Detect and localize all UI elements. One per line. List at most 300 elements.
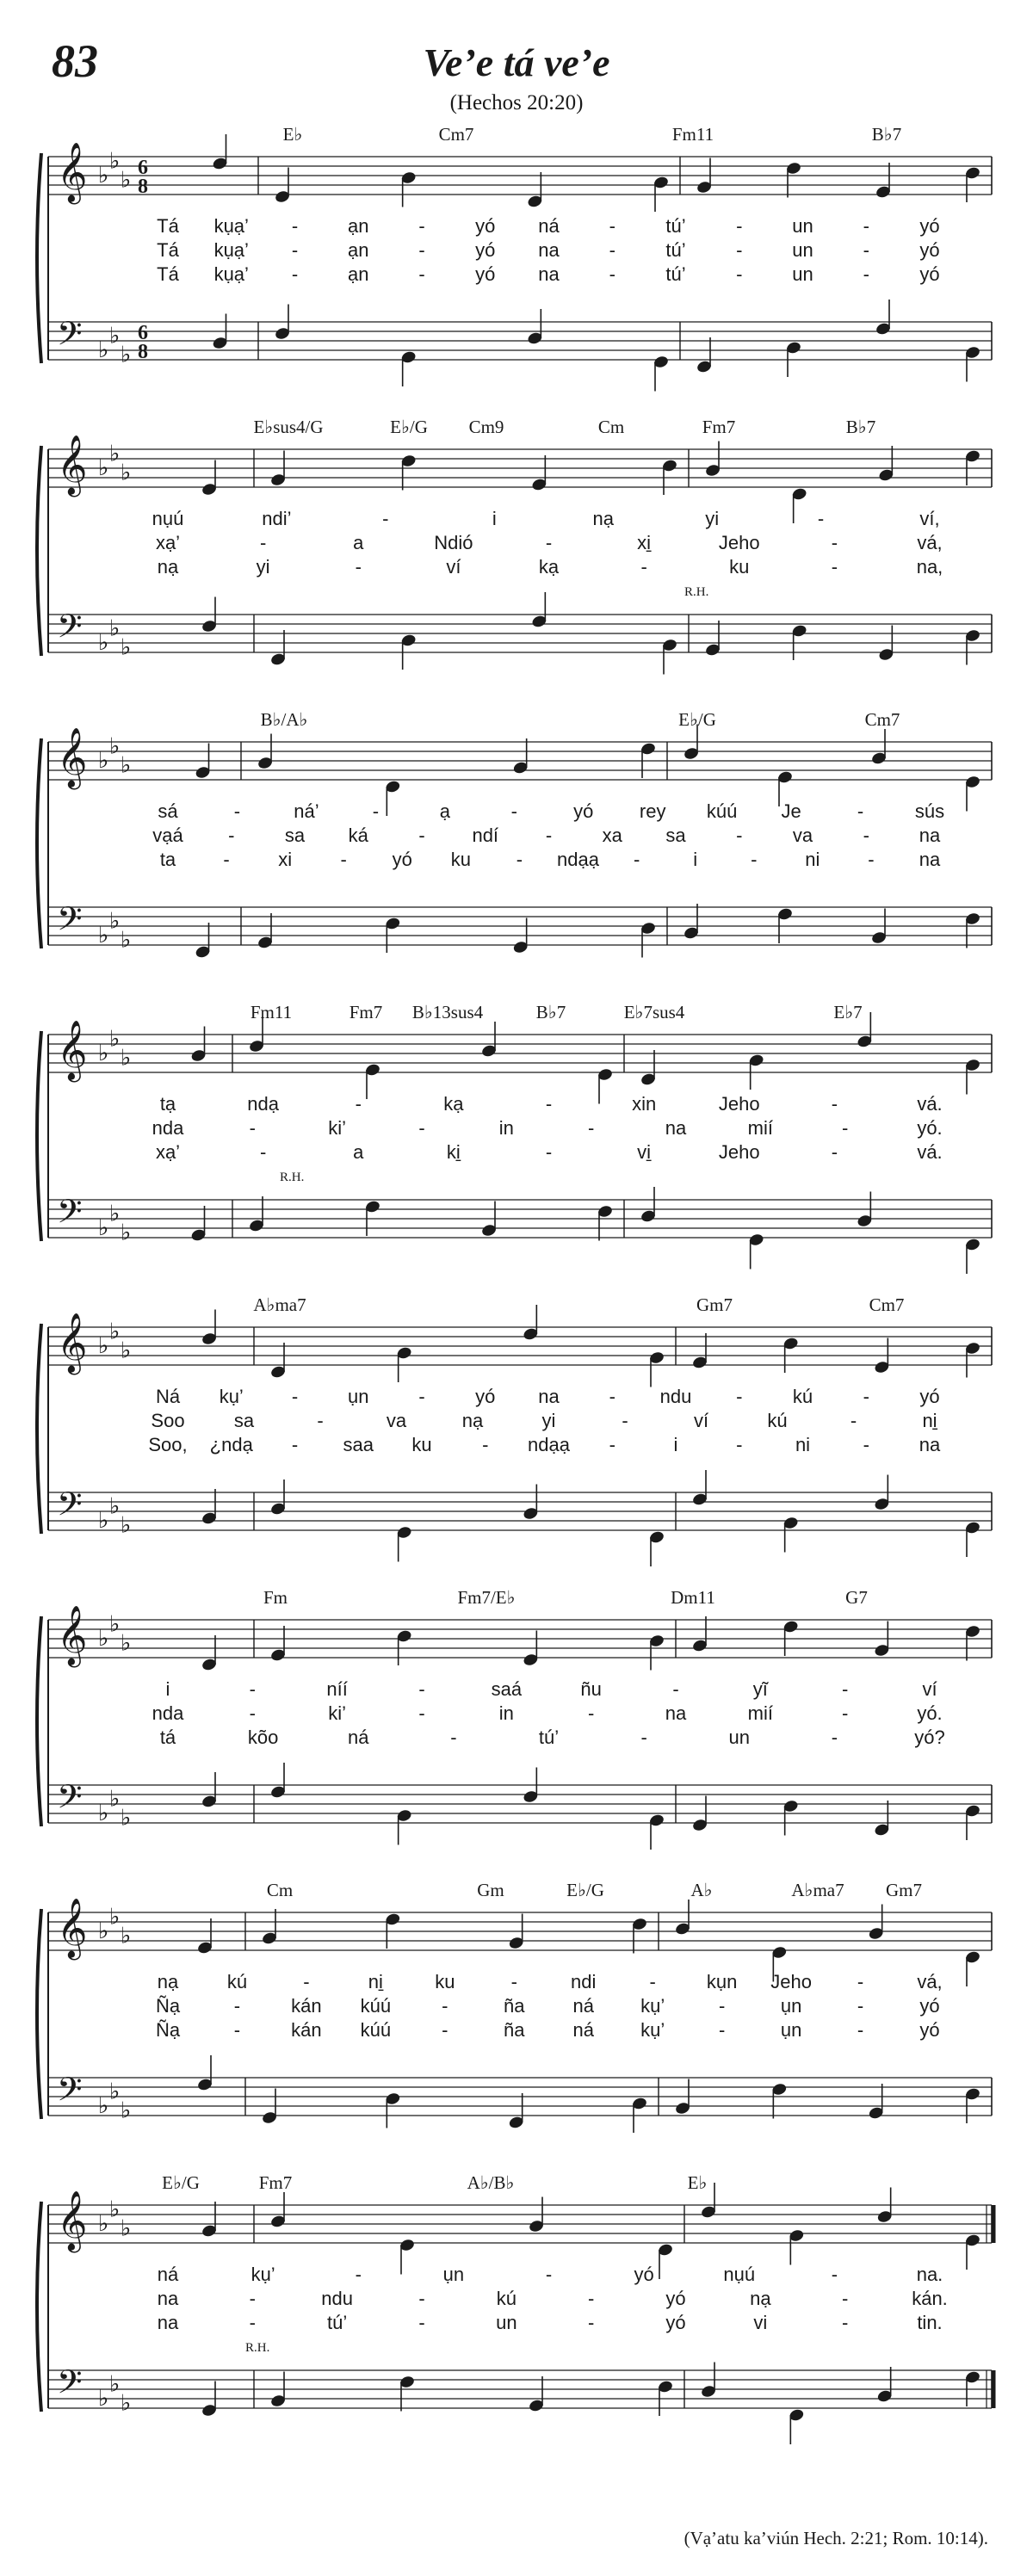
staff-lines: [0, 1291, 1033, 1575]
flat-icon: ♭: [98, 163, 109, 188]
lyric-hyphen: -: [510, 1971, 517, 1992]
lyric-syllable: ná’: [294, 800, 319, 822]
lyric-syllable: ndạạ: [557, 849, 600, 870]
chord-symbol: Gm: [477, 1880, 504, 1900]
brace: [37, 1616, 41, 1826]
lyric-syllable: ká: [348, 825, 368, 846]
lyric-hyphen: -: [857, 800, 864, 822]
lyric-hyphen: -: [609, 215, 615, 237]
lyric-hyphen: -: [418, 263, 425, 285]
lyric-hyphen: -: [317, 1410, 324, 1431]
lyric-hyphen: -: [857, 1995, 864, 2017]
lyric-hyphen: -: [587, 2288, 595, 2309]
lyric-syllable: in: [498, 1702, 514, 1724]
treble-clef-icon: 𝄞: [57, 2190, 88, 2251]
lyric-syllable: ví: [693, 1410, 709, 1431]
brace: [37, 2202, 41, 2412]
lyric-syllable: vi: [753, 2312, 768, 2333]
lyric-syllable: Tá: [157, 215, 179, 237]
lyric-syllable: ạn: [348, 215, 369, 237]
lyric-syllable: ku: [450, 849, 471, 870]
lyric-syllable: na: [538, 263, 560, 285]
chord-symbol: B♭13sus4: [411, 1002, 484, 1022]
lyric-syllable: xin: [632, 1093, 657, 1115]
lyric-hyphen: -: [841, 1117, 849, 1139]
lyric-syllable: yó: [919, 2019, 940, 2041]
lyric-syllable: a: [353, 532, 364, 553]
lyric-syllable: ni: [795, 1434, 811, 1455]
lyric-syllable: va: [792, 825, 813, 846]
lyric-hyphen: -: [863, 239, 869, 261]
lyric-syllable: ñu: [580, 1678, 602, 1700]
lyric-syllable: yó: [475, 215, 496, 237]
lyric-syllable: tá: [159, 1727, 176, 1748]
bass-clef-icon: 𝄢: [57, 2070, 83, 2116]
chord-symbol: E♭/G: [678, 709, 716, 730]
lyric-syllable: yó: [919, 1386, 940, 1407]
chord-symbol: Cm9: [468, 417, 504, 437]
lyric-syllable: tú’: [665, 239, 686, 261]
lyric-syllable: kạ: [538, 556, 560, 578]
staff-lines: [0, 1584, 1033, 1868]
lyric-syllable: Jeho: [718, 1093, 760, 1115]
lyric-syllable: ạn: [348, 263, 369, 285]
time-signature-treble: 6: [138, 157, 148, 179]
lyric-syllable: na: [157, 2312, 179, 2333]
lyric-hyphen: -: [587, 1117, 595, 1139]
lyric-syllable: ná: [348, 1727, 369, 1748]
lyric-syllable: saa: [343, 1434, 374, 1455]
lyric-syllable: yó: [665, 2288, 686, 2309]
chord-symbol: Fm11: [671, 124, 714, 145]
lyric-syllable: kõo: [247, 1727, 279, 1748]
chord-symbol: Fm11: [250, 1002, 293, 1022]
lyric-syllable: kụn: [706, 1971, 738, 1992]
flat-icon: ♭: [121, 1045, 132, 1071]
lyric-syllable: yó: [919, 239, 940, 261]
lyric-syllable: sa: [233, 1410, 255, 1431]
lyric-syllable: yó: [919, 1995, 940, 2017]
lyric-syllable: ụn: [348, 1386, 369, 1407]
lyric-syllable: na: [919, 1434, 941, 1455]
flat-icon: ♭: [121, 1805, 132, 1831]
lyric-syllable: ví,: [919, 508, 940, 529]
lyric-syllable: na: [665, 1702, 687, 1724]
lyric-hyphen: -: [259, 1141, 267, 1163]
flat-icon: ♭: [109, 733, 121, 759]
lyric-syllable: xạ’: [155, 1141, 181, 1163]
lyric-hyphen: -: [545, 532, 553, 553]
lyric-syllable: Soo: [151, 1410, 185, 1431]
lyric-syllable: Ñạ: [155, 2019, 181, 2041]
treble-clef-icon: 𝄞: [57, 1605, 88, 1665]
lyric-hyphen: -: [418, 239, 425, 261]
chord-symbol: B♭7: [535, 1002, 566, 1022]
lyric-hyphen: -: [355, 2264, 362, 2285]
lyric-syllable: ña: [504, 1995, 525, 2017]
flat-icon: ♭: [109, 1611, 121, 1637]
chord-symbol: Dm11: [671, 1587, 715, 1608]
lyric-syllable: Ndió: [434, 532, 473, 553]
staff-lines: [0, 413, 1033, 697]
music-system: [0, 2169, 1033, 2453]
treble-clef-icon: 𝄞: [57, 727, 88, 788]
lyric-syllable: ndí: [472, 825, 499, 846]
lyric-hyphen: -: [249, 1702, 256, 1724]
chord-symbol: E♭sus4/G: [253, 417, 324, 437]
flat-icon: ♭: [121, 1220, 132, 1245]
lyric-syllable: Jeho: [770, 1971, 812, 1992]
lyric-syllable: Je: [781, 800, 801, 822]
lyric-syllable: ndu: [659, 1386, 692, 1407]
chord-symbol: E♭/G: [390, 417, 428, 437]
music-system: [0, 1876, 1033, 2160]
lyric-syllable: sa: [665, 825, 686, 846]
lyric-syllable: Soo,: [148, 1434, 188, 1455]
lyric-syllable: yó: [475, 239, 496, 261]
lyric-syllable: kụạ’: [213, 263, 249, 285]
lyric-hyphen: -: [736, 1434, 743, 1455]
flat-icon: ♭: [98, 1508, 109, 1533]
lyric-hyphen: -: [228, 825, 235, 846]
lyric-hyphen: -: [850, 1410, 857, 1431]
flat-icon: ♭: [121, 634, 132, 660]
staff-lines: [0, 120, 1033, 405]
lyric-syllable: tú’: [538, 1727, 560, 1748]
lyric-hyphen: -: [233, 800, 241, 822]
brace: [37, 1909, 41, 2119]
lyric-syllable: kụạ’: [213, 215, 249, 237]
lyric-syllable: nạ: [750, 2288, 771, 2309]
lyric-hyphen: -: [418, 2288, 425, 2309]
lyric-hyphen: -: [291, 239, 299, 261]
lyric-syllable: ña: [504, 2019, 525, 2041]
lyric-syllable: ni̱: [922, 1410, 937, 1431]
treble-clef-icon: 𝄞: [57, 1898, 88, 1958]
right-hand-marking: R.H.: [245, 2341, 270, 2355]
flat-icon: ♭: [98, 1215, 109, 1240]
lyric-syllable: ná: [572, 2019, 594, 2041]
brace: [37, 738, 41, 948]
lyric-hyphen: -: [510, 800, 517, 822]
lyric-hyphen: -: [249, 2312, 256, 2333]
lyric-syllable: ndạạ: [528, 1434, 570, 1455]
lyric-syllable: ví: [446, 556, 461, 578]
lyric-hyphen: -: [841, 1678, 849, 1700]
lyric-syllable: nạ: [461, 1410, 484, 1431]
time-signature-bass: 6: [138, 322, 148, 344]
lyric-hyphen: -: [545, 825, 553, 846]
lyric-hyphen: -: [291, 215, 299, 237]
time-signature-bass: 8: [138, 341, 148, 363]
lyric-hyphen: -: [355, 556, 362, 578]
lyric-syllable: nụú: [723, 2264, 756, 2285]
flat-icon: ♭: [121, 1337, 132, 1363]
chord-symbol: E♭7sus4: [623, 1002, 685, 1022]
chord-symbol: Fm7: [702, 417, 736, 437]
lyric-hyphen: -: [831, 1141, 838, 1163]
lyric-syllable: Jeho: [718, 532, 760, 553]
lyric-hyphen: -: [633, 849, 640, 870]
lyric-syllable: nda: [152, 1117, 184, 1139]
lyric-hyphen: -: [863, 1434, 869, 1455]
lyric-syllable: ndi’: [262, 508, 292, 529]
lyric-syllable: tin.: [917, 2312, 943, 2333]
lyric-syllable: ndu: [321, 2288, 354, 2309]
lyric-hyphen: -: [831, 1093, 838, 1115]
lyric-hyphen: -: [736, 215, 743, 237]
flat-icon: ♭: [109, 1201, 121, 1226]
flat-icon: ♭: [98, 1801, 109, 1825]
lyric-syllable: níí: [326, 1678, 348, 1700]
flat-icon: ♭: [121, 2390, 132, 2416]
hymn-number: 83: [52, 35, 98, 87]
lyric-syllable: na: [665, 1117, 687, 1139]
lyric-hyphen: -: [640, 556, 647, 578]
treble-clef-icon: 𝄞: [57, 142, 88, 202]
lyric-syllable: vá,: [917, 1971, 943, 1992]
chord-symbol: Cm7: [864, 709, 900, 730]
lyric-hyphen: -: [736, 1386, 743, 1407]
lyric-syllable: yó: [392, 849, 412, 870]
lyric-hyphen: -: [736, 239, 743, 261]
lyric-syllable: yó: [665, 2312, 686, 2333]
lyric-hyphen: -: [736, 263, 743, 285]
lyric-hyphen: -: [736, 825, 743, 846]
lyric-syllable: ná: [157, 2264, 179, 2285]
lyric-syllable: kụ’: [640, 1995, 665, 2017]
lyric-syllable: vá.: [917, 1093, 943, 1115]
lyric-hyphen: -: [751, 849, 758, 870]
lyric-syllable: kán: [291, 1995, 322, 2017]
chord-symbol: E♭7: [833, 1002, 863, 1022]
lyric-hyphen: -: [418, 1386, 425, 1407]
lyric-syllable: kạ: [443, 1093, 464, 1115]
lyric-syllable: ạn: [348, 239, 369, 261]
staff-lines: [0, 1876, 1033, 2160]
lyric-syllable: yó?: [914, 1727, 945, 1748]
lyric-syllable: vá,: [917, 532, 943, 553]
lyric-hyphen: -: [249, 2288, 256, 2309]
lyric-hyphen: -: [418, 1678, 425, 1700]
lyric-syllable: ụn: [780, 1995, 802, 2017]
lyric-syllable: ki’: [328, 1702, 347, 1724]
lyric-syllable: ndi: [571, 1971, 597, 1992]
flat-icon: ♭: [109, 323, 121, 349]
lyric-syllable: ku: [411, 1434, 432, 1455]
flat-icon: ♭: [98, 923, 109, 948]
lyric-syllable: vạá: [152, 825, 183, 846]
chord-symbol: Gm7: [886, 1880, 922, 1900]
lyric-hyphen: -: [863, 825, 869, 846]
chord-symbol: A♭: [690, 1880, 713, 1900]
flat-icon: ♭: [109, 441, 121, 466]
lyric-syllable: ndạ: [247, 1093, 279, 1115]
lyric-syllable: ku: [435, 1971, 455, 1992]
lyric-syllable: kụ’: [640, 2019, 665, 2041]
lyric-syllable: ni: [805, 849, 820, 870]
music-system: [0, 998, 1033, 1282]
lyric-hyphen: -: [718, 2019, 726, 2041]
lyric-hyphen: -: [587, 2312, 595, 2333]
lyric-hyphen: -: [291, 1434, 299, 1455]
chord-symbol: A♭ma7: [253, 1294, 306, 1315]
lyric-hyphen: -: [291, 263, 299, 285]
lyric-hyphen: -: [249, 1117, 256, 1139]
chord-symbol: B♭/A♭: [260, 709, 308, 730]
lyric-hyphen: -: [259, 532, 267, 553]
lyric-syllable: Jeho: [718, 1141, 760, 1163]
lyric-hyphen: -: [545, 1093, 553, 1115]
lyric-syllable: kú: [792, 1386, 813, 1407]
brace: [37, 446, 41, 656]
lyric-syllable: Ñạ: [155, 1995, 181, 2017]
lyric-hyphen: -: [382, 508, 389, 529]
flat-icon: ♭: [121, 167, 132, 193]
lyric-syllable: kúú: [360, 2019, 392, 2041]
lyric-hyphen: -: [372, 800, 380, 822]
lyric-syllable: kúú: [360, 1995, 392, 2017]
lyric-syllable: ví: [922, 1678, 937, 1700]
lyric-hyphen: -: [442, 1995, 448, 2017]
flat-icon: ♭: [98, 2386, 109, 2411]
flat-icon: ♭: [98, 455, 109, 480]
flat-icon: ♭: [109, 1786, 121, 1812]
flat-icon: ♭: [121, 2215, 132, 2241]
lyric-syllable: kúú: [706, 800, 738, 822]
lyric-syllable: ki’: [328, 1117, 347, 1139]
music-system: [0, 1584, 1033, 1868]
lyric-hyphen: -: [233, 2019, 241, 2041]
lyric-hyphen: -: [516, 849, 523, 870]
lyric-syllable: yó: [919, 263, 940, 285]
lyric-hyphen: -: [831, 1727, 838, 1748]
lyric-syllable: kán.: [912, 2288, 948, 2309]
flat-icon: ♭: [98, 1041, 109, 1066]
lyric-syllable: ku: [729, 556, 750, 578]
lyric-syllable: mií: [747, 1117, 773, 1139]
lyric-syllable: in: [498, 1117, 514, 1139]
lyric-syllable: ạ: [439, 800, 450, 822]
lyric-hyphen: -: [863, 263, 869, 285]
lyric-syllable: tạ: [159, 1093, 176, 1115]
footer-reference: (Vạ’atu ka’viún Hech. 2:21; Rom. 10:14).: [684, 2528, 988, 2548]
lyric-hyphen: -: [841, 1702, 849, 1724]
lyric-syllable: yó: [634, 2264, 654, 2285]
lyric-syllable: xi: [278, 849, 293, 870]
chord-symbol: Fm7: [258, 2172, 293, 2193]
lyric-syllable: kụạ’: [213, 239, 249, 261]
lyric-syllable: va: [386, 1410, 407, 1431]
flat-icon: ♭: [121, 1923, 132, 1949]
lyric-syllable: rey: [639, 800, 666, 822]
lyric-syllable: ta: [159, 849, 176, 870]
lyric-syllable: un: [792, 239, 813, 261]
lyric-hyphen: -: [649, 1971, 656, 1992]
music-system: [0, 120, 1033, 405]
lyric-syllable: a: [353, 1141, 364, 1163]
staff-lines: [0, 706, 1033, 990]
lyric-syllable: i: [673, 1434, 678, 1455]
lyric-hyphen: -: [857, 1971, 864, 1992]
lyric-syllable: na.: [916, 2264, 943, 2285]
lyric-hyphen: -: [418, 215, 425, 237]
lyric-hyphen: -: [442, 2019, 448, 2041]
lyric-syllable: vá.: [917, 1141, 943, 1163]
chord-symbol: Cm7: [869, 1294, 905, 1315]
lyric-hyphen: -: [863, 1386, 869, 1407]
chord-symbol: E♭/G: [566, 1880, 604, 1900]
lyric-hyphen: -: [355, 1093, 362, 1115]
lyric-syllable: kán: [291, 2019, 322, 2041]
music-system: [0, 413, 1033, 697]
lyric-syllable: kú: [226, 1971, 248, 1992]
lyric-syllable: yó.: [917, 1702, 943, 1724]
bass-clef-icon: 𝄢: [57, 899, 83, 946]
lyric-syllable: ná: [572, 1995, 594, 2017]
lyric-syllable: Tá: [157, 239, 179, 261]
lyric-syllable: yi: [541, 1410, 556, 1431]
flat-icon: ♭: [109, 148, 121, 174]
lyric-hyphen: -: [817, 508, 825, 529]
bass-clef-icon: 𝄢: [57, 1777, 83, 1824]
lyric-syllable: saá: [491, 1678, 523, 1700]
lyric-syllable: yó: [475, 263, 496, 285]
lyric-hyphen: -: [857, 2019, 864, 2041]
lyric-hyphen: -: [223, 849, 230, 870]
lyric-syllable: un: [728, 1727, 750, 1748]
lyric-hyphen: -: [340, 849, 347, 870]
bass-clef-icon: 𝄢: [57, 1485, 83, 1531]
hymn-title: Ve’e tá ve’e: [423, 40, 610, 84]
lyric-hyphen: -: [841, 2312, 849, 2333]
right-hand-marking: R.H.: [280, 1171, 305, 1184]
lyric-syllable: kụ’: [219, 1386, 244, 1407]
lyric-syllable: yó.: [917, 1117, 943, 1139]
staff-lines: [0, 2169, 1033, 2453]
lyric-hyphen: -: [545, 1141, 553, 1163]
lyric-hyphen: -: [418, 825, 425, 846]
lyric-syllable: i: [693, 849, 698, 870]
lyric-syllable: Ná: [155, 1386, 181, 1407]
lyric-syllable: na,: [916, 556, 943, 578]
lyric-syllable: i: [165, 1678, 170, 1700]
flat-icon: ♭: [98, 2211, 109, 2236]
flat-icon: ♭: [121, 2097, 132, 2123]
flat-icon: ♭: [109, 2079, 121, 2104]
lyric-syllable: sa: [284, 825, 306, 846]
lyric-syllable: na: [538, 239, 560, 261]
lyric-syllable: ¿ndạ: [209, 1434, 253, 1455]
treble-clef-icon: 𝄞: [57, 1313, 88, 1373]
lyric-syllable: xa: [602, 825, 622, 846]
lyric-syllable: Tá: [157, 263, 179, 285]
flat-icon: ♭: [121, 752, 132, 778]
lyric-syllable: na: [919, 849, 941, 870]
right-hand-marking: R.H.: [684, 585, 709, 599]
flat-icon: ♭: [109, 1026, 121, 1052]
flat-icon: ♭: [98, 2093, 109, 2118]
flat-icon: ♭: [98, 1626, 109, 1651]
lyric-syllable: kú: [767, 1410, 788, 1431]
lyric-syllable: yó: [919, 215, 940, 237]
lyric-hyphen: -: [482, 1434, 489, 1455]
chord-symbol: E♭: [282, 124, 303, 145]
lyric-syllable: un: [792, 263, 813, 285]
flat-icon: ♭: [109, 2371, 121, 2397]
lyric-hyphen: -: [291, 1386, 299, 1407]
flat-icon: ♭: [98, 1918, 109, 1943]
